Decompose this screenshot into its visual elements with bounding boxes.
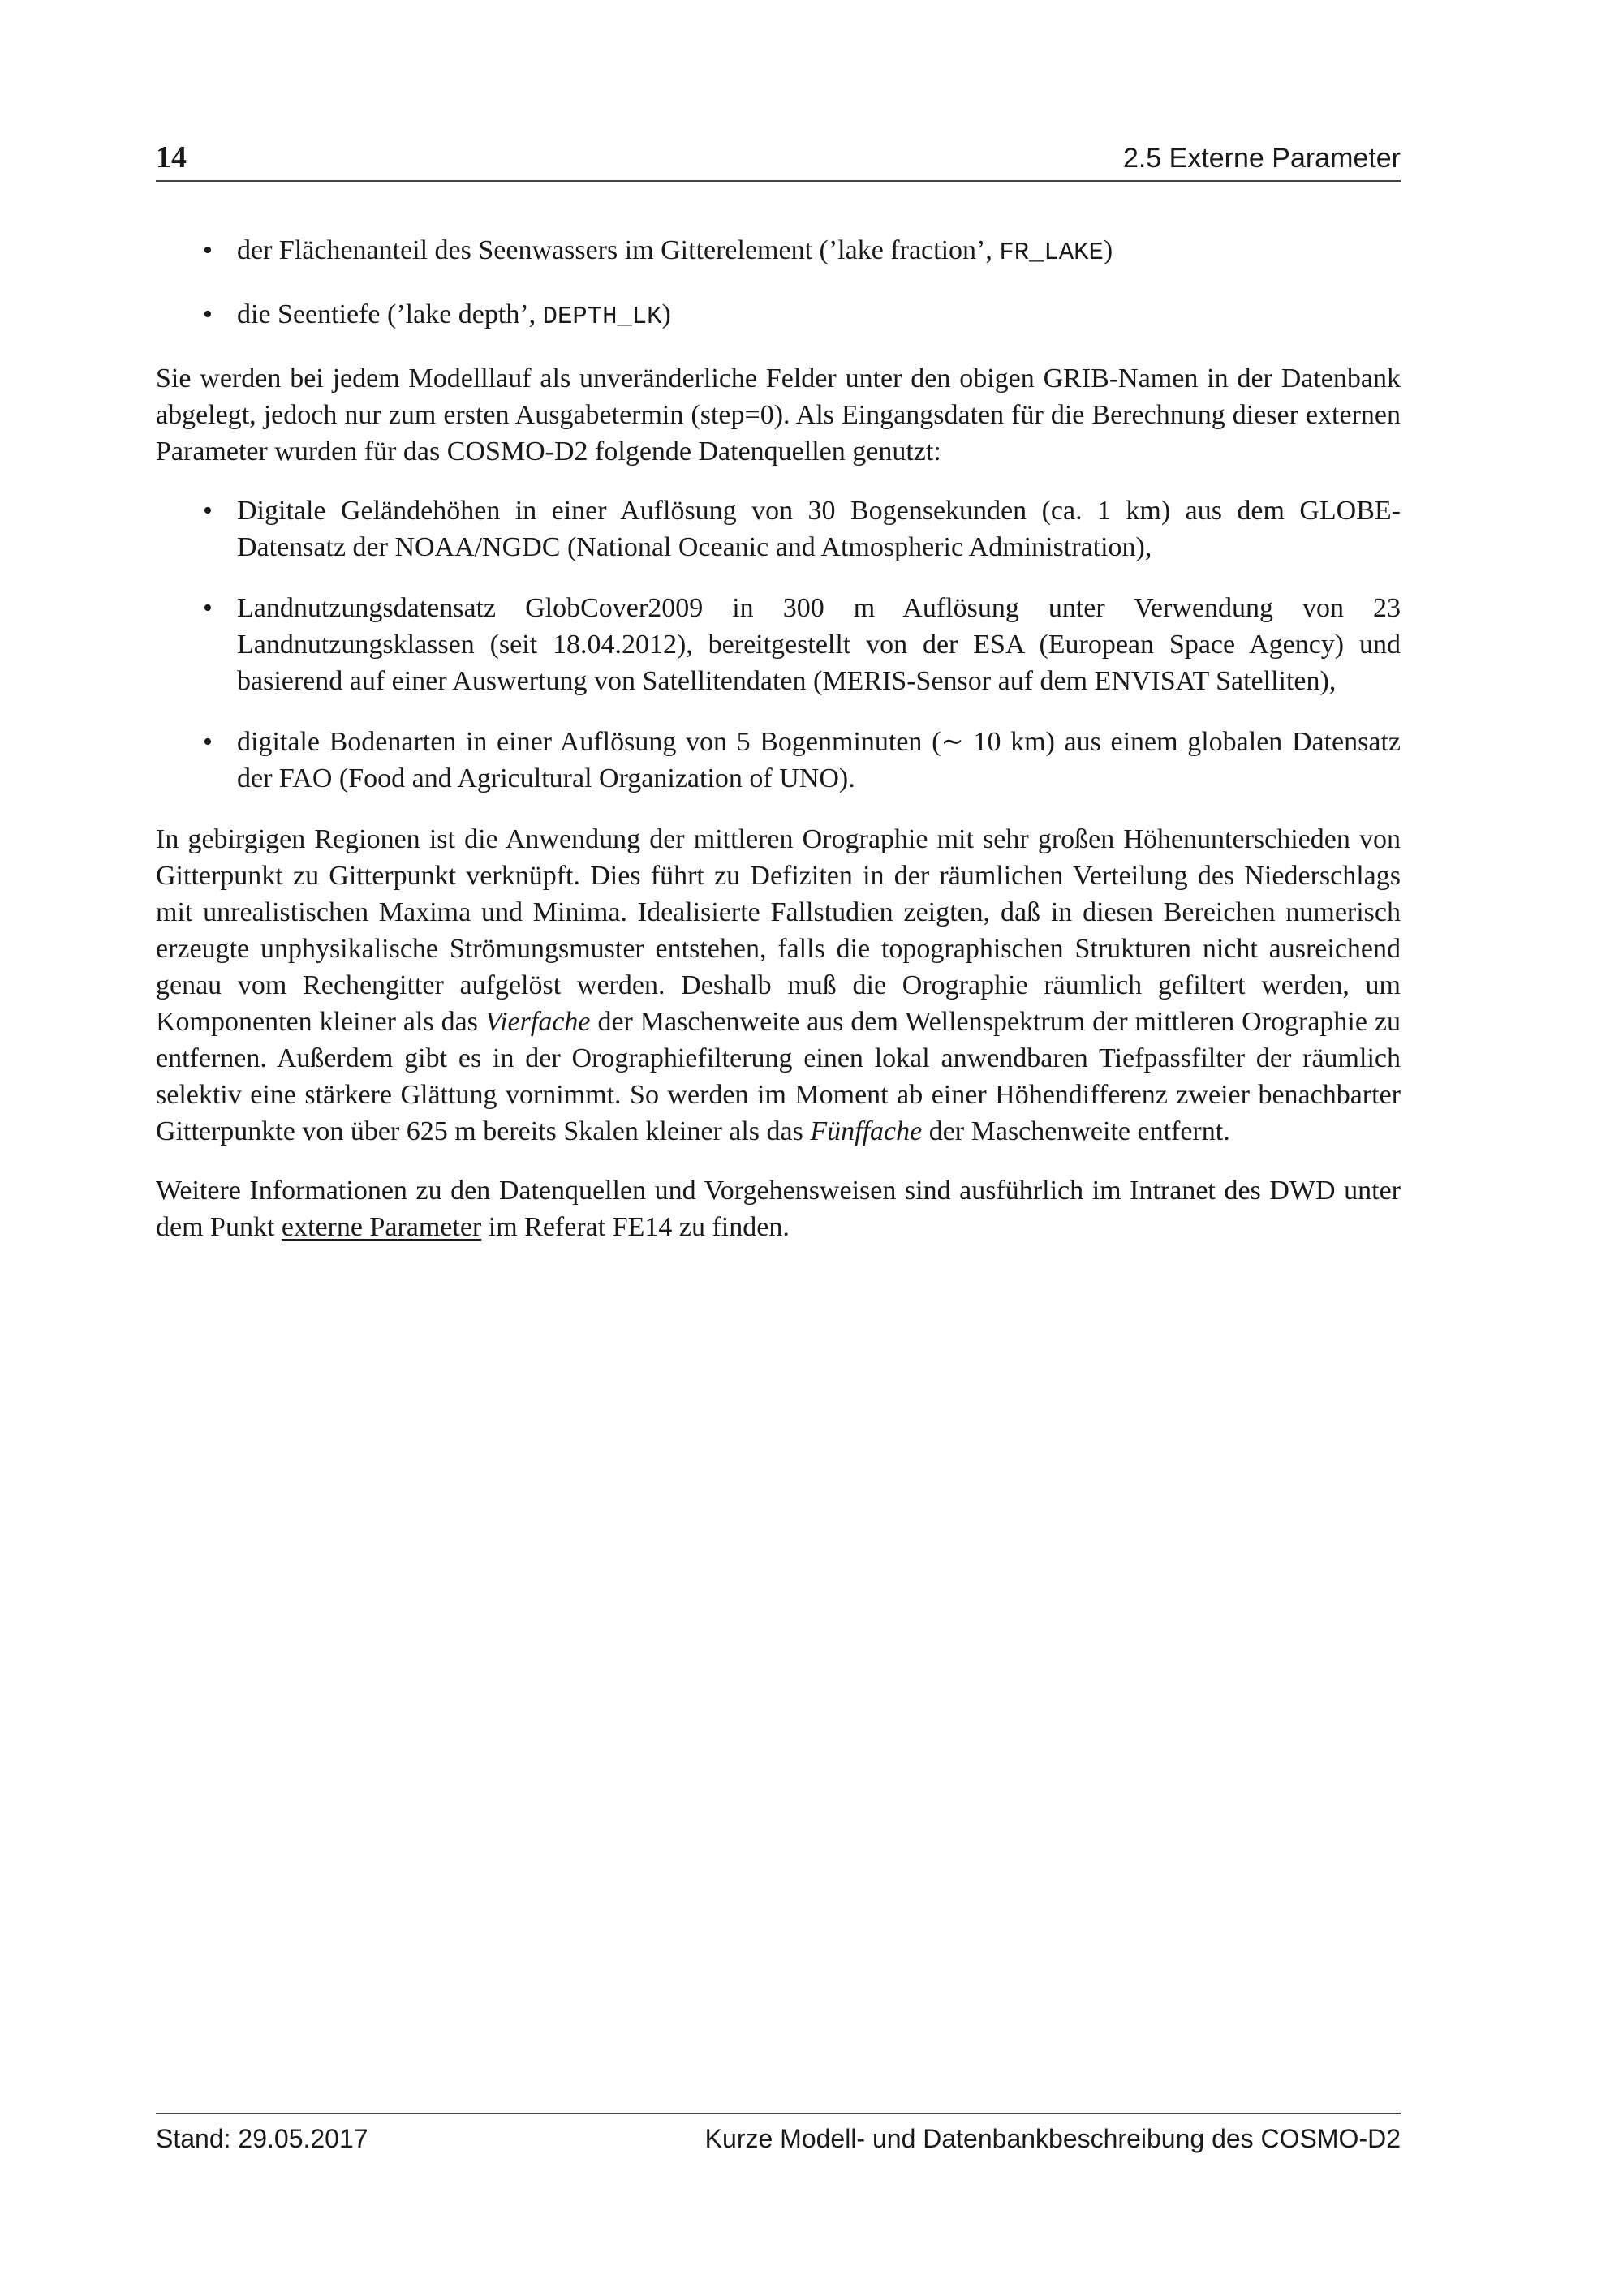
footer-document-title: Kurze Modell- und Datenbankbeschreibung des COSMO-D2 — [704, 2124, 1401, 2153]
emphasis-text: Vierfache — [484, 1007, 591, 1037]
list-item: • der Flächenanteil des Seenwassers im Gitterelement (’lake fraction’, FR_LAKE) — [156, 232, 1401, 272]
orography-paragraph: In gebirgigen Regionen ist die Anwendung der mittleren Orographie mit sehr großen Höhenunterschieden von Gitterpunkt zu Gitterpunkt verknüpft. Dies führt zu Defiziten in der räumlichen Verteilung des Niederschlags mit unrealistischen Maxima und Minima. Idealisierte Fallstudien zeigten, daß in diesen Bereichen numerisch erzeugte unphysikalische Strömungsmuster entstehen, falls die topographischen Strukturen nicht ausreichend genau vom Rechengitter aufgelöst werden. Deshalb muß die Orographie räumlich gefiltert werden, um Komponenten kleiner als das Vierfache der Maschenweite aus dem Wellenspektrum der mittleren Orographie zu entfernen. Außerdem gibt es in der Orographiefilterung einen lokal anwendbaren Tiefpassfilter der räumlich selektiv eine stärkere Glättung vornimmt. So werden im Moment ab einer Höhendifferenz zweier benachbarter Gitterpunkte von über 625 m bereits Skalen kleiner als das Fünffache der Maschenweite entfernt. — [156, 824, 1401, 1146]
list-item: • die Seentiefe (’lake depth’, DEPTH_LK) — [156, 296, 1401, 336]
section-title: 2.5 Externe Parameter — [1122, 143, 1401, 174]
more-info-paragraph: Weitere Informationen zu den Datenquellen und Vorgehensweisen sind ausführlich im Intranet des DWD unter dem Punkt externe Parameter im Referat FE14 zu finden. — [156, 1176, 1401, 1242]
page-footer — [156, 2124, 1401, 2160]
intro-paragraph: Sie werden bei jedem Modelllauf als unveränderliche Felder unter den obigen GRIB-Namen in der Datenbank abgelegt, jedoch nur zum ersten Ausgabetermin (step=0). Als Eingangsdaten für die Berechnung dieser externen Parameter wurden für das COSMO-D2 folgende Datenquellen genutzt: — [156, 363, 1401, 467]
emphasis-text: Fünffache — [810, 1116, 923, 1146]
page-body — [156, 232, 1401, 1268]
list-item: • Landnutzungsdatensatz GlobCover2009 in 300 m Auflösung unter Verwendung von 23 Landnutzungsklassen (seit 18.04.2012), bereitgestellt von der ESA (European Space Agency) und basierend auf einer Auswertung von Satellitendaten (MERIS-Sensor auf dem ENVISAT Satelliten), — [156, 590, 1401, 699]
grib-name: DEPTH_LK — [542, 303, 662, 331]
page-number: 14 — [156, 140, 187, 174]
footer-divider — [156, 2113, 1401, 2114]
data-sources-list — [156, 492, 1401, 797]
page-header — [156, 140, 1401, 178]
header-divider — [156, 180, 1401, 182]
list-item: • digitale Bodenarten in einer Auflösung von 5 Bogenminuten (∼ 10 km) aus einem globalen Datensatz der FAO (Food and Agricultural Organization of UNO). — [156, 724, 1401, 797]
parameter-list — [156, 232, 1401, 336]
list-item: • Digitale Geländehöhen in einer Auflösung von 30 Bogensekunden (ca. 1 km) aus dem GLOBE-Datensatz der NOAA/NGDC (National Oceanic and Atmospheric Administration), — [156, 492, 1401, 565]
grib-name: FR_LAKE — [999, 239, 1104, 267]
externe-parameter-link[interactable]: externe Parameter — [281, 1212, 482, 1242]
footer-date: Stand: 29.05.2017 — [156, 2124, 368, 2153]
